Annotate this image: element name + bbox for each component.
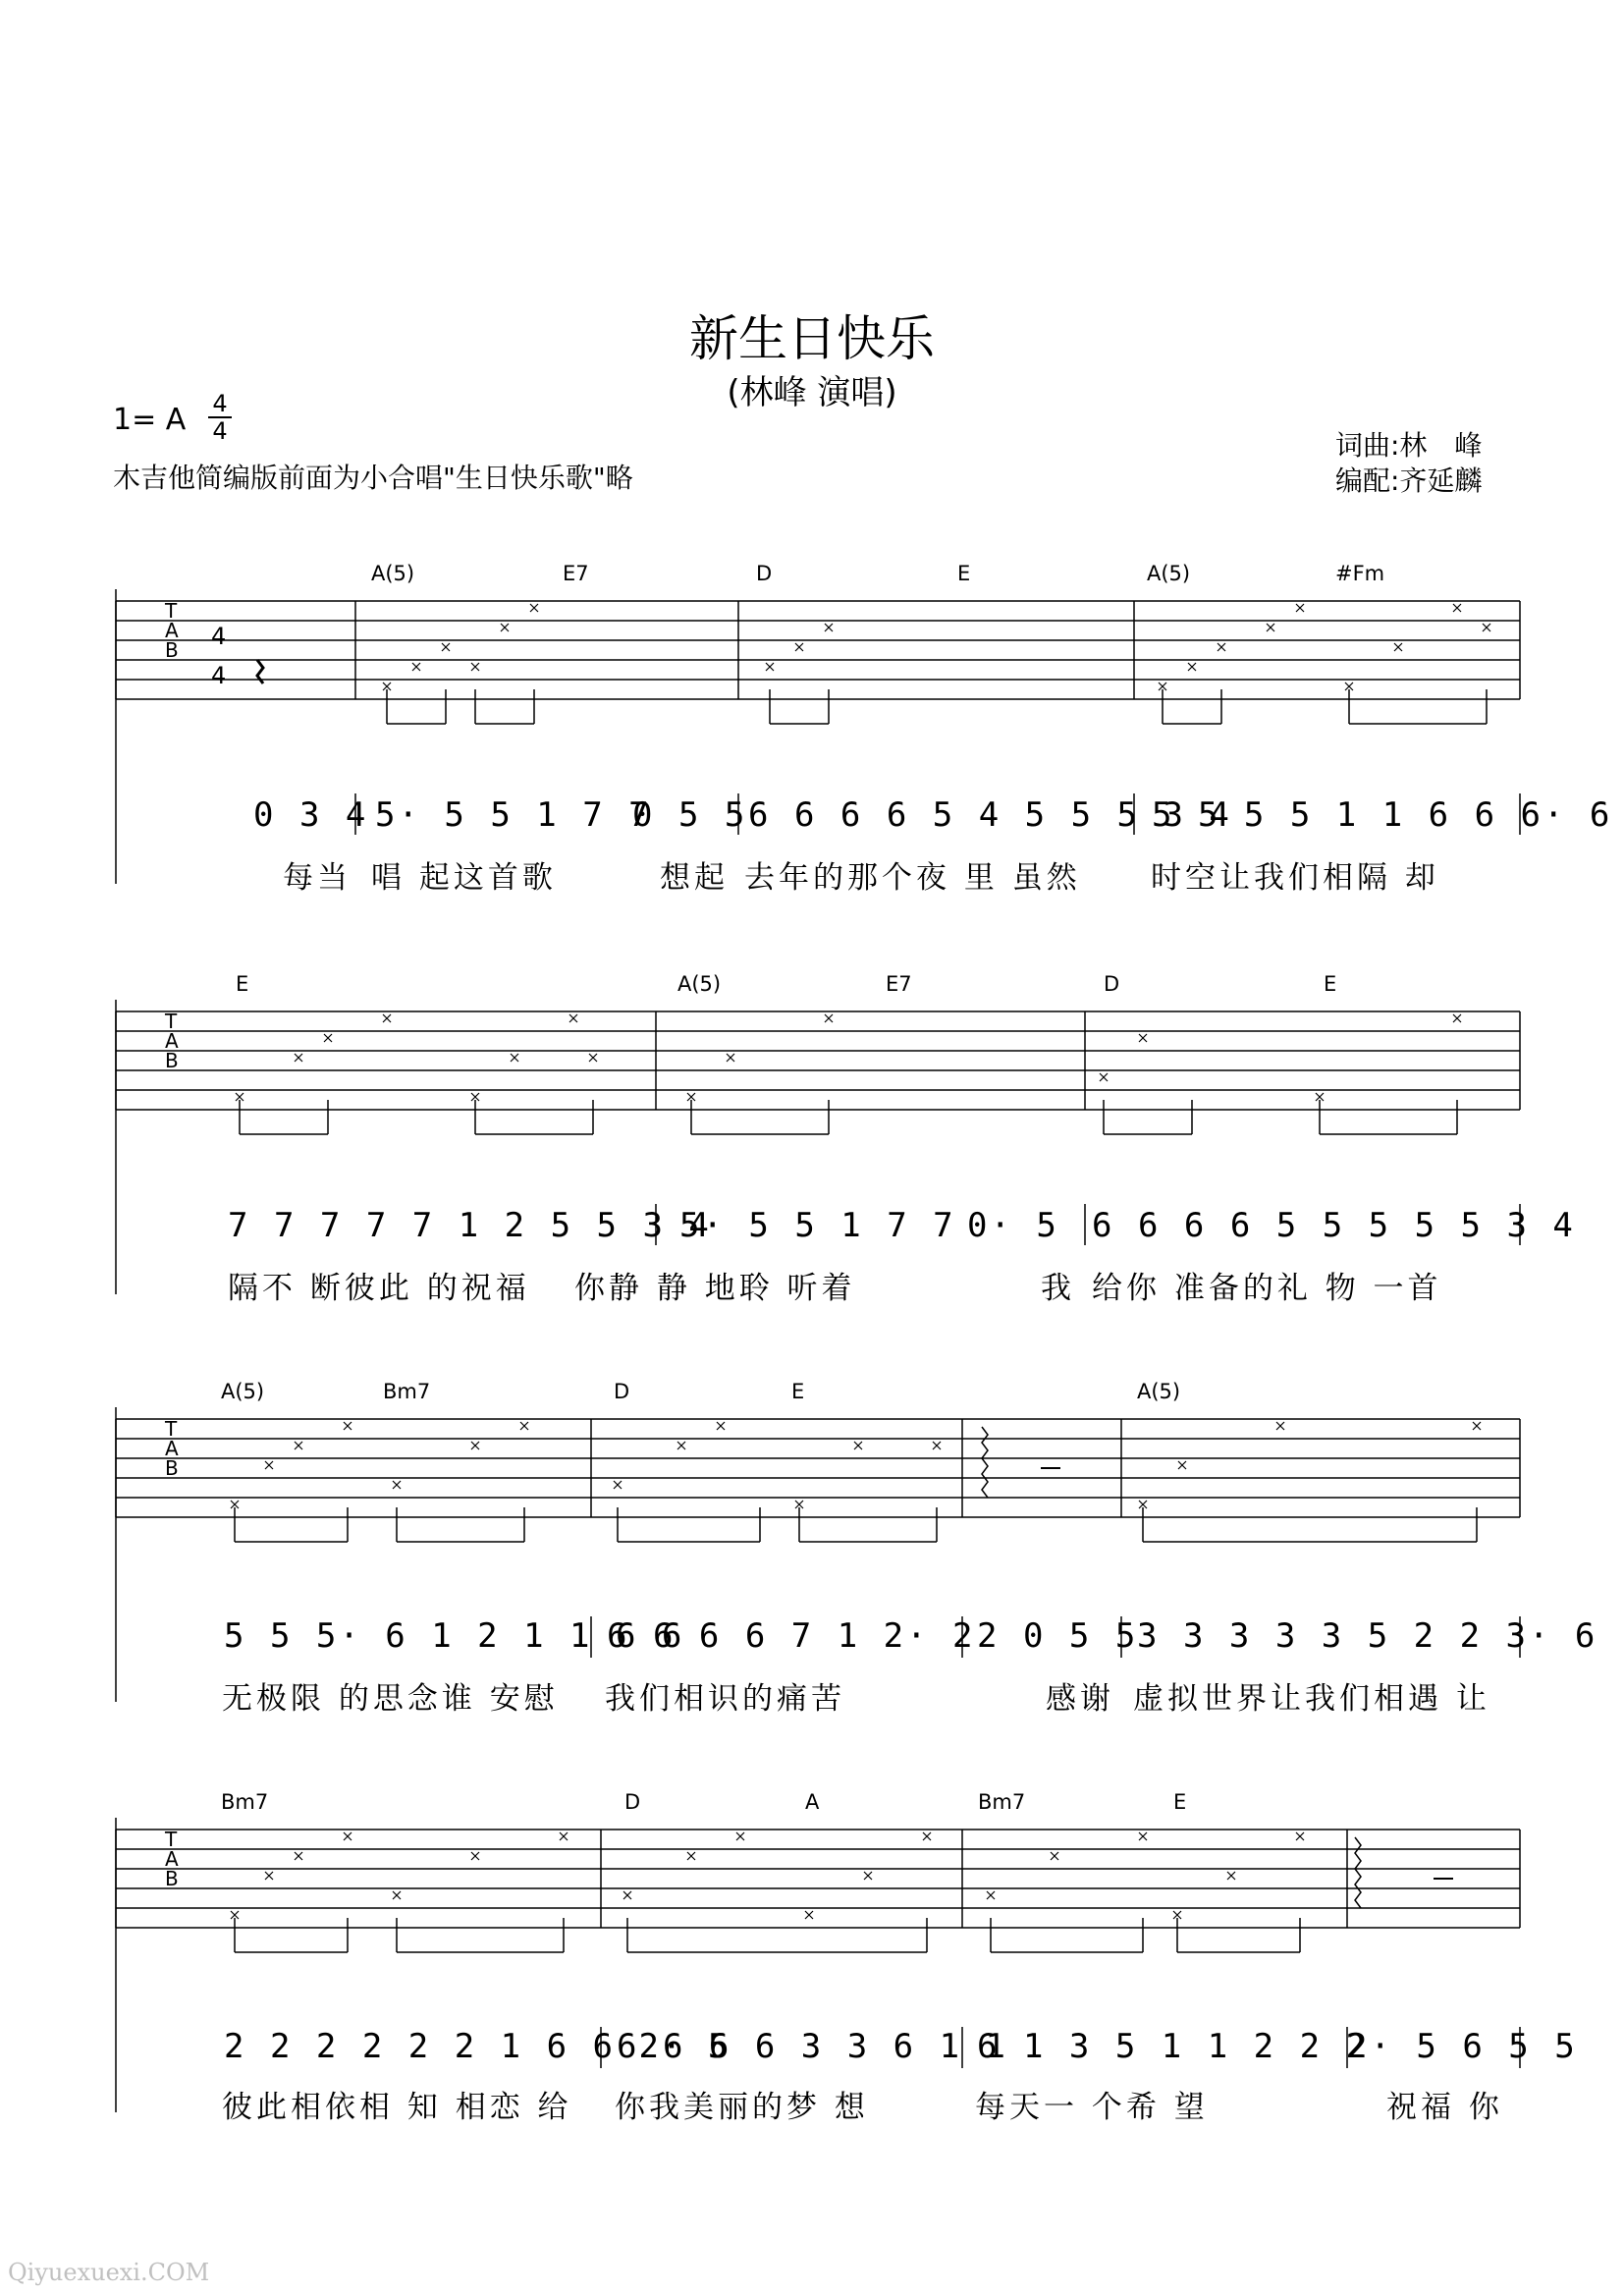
lyric-line: 无极限 的思念谁 安慰 [222, 1681, 559, 1717]
lyric-line: 我 [1041, 1271, 1075, 1306]
jianpu-measure: 2· 5 6 5 5 [1347, 2027, 1578, 2066]
tab-letter: B [165, 1456, 179, 1480]
chord-label: E [236, 972, 249, 996]
tab-letter: B [165, 1049, 179, 1072]
chord-label: E7 [886, 972, 912, 996]
jianpu-measure: 5 5 5· 6 1 2 1 1 6 6 [224, 1616, 685, 1656]
tab-letter: T [165, 1828, 178, 1851]
chord-label: #Fm [1335, 562, 1385, 585]
lyric-line: 去年的那个夜 里 虽然 [744, 860, 1081, 896]
lyric-line: 我们相识的痛苦 [605, 1681, 845, 1717]
watermark-footer: Qiyuexuexi.COM [8, 2259, 210, 2286]
tab-letter: B [165, 1867, 179, 1890]
lyric-line: 你静 静 地聆 听着 [574, 1271, 856, 1306]
jianpu-measure: 5· 5 5 1 7 7 [375, 795, 652, 835]
tab-letter: T [165, 1417, 178, 1441]
lyric-line: 你我美丽的梦 想 [615, 2090, 869, 2125]
jianpu-measure: 3 3 3 3 3 5 2 2 3· 6 [1137, 1616, 1598, 1656]
system-2-barlines [0, 1000, 1624, 1314]
chord-label: E [957, 562, 971, 585]
jianpu-measure: 6 1 3 5 1 1 2 2 2 [977, 2027, 1369, 2066]
chord-label: E [1173, 1790, 1187, 1814]
jianpu-measure: 6 6 6 6 7 1 2· 2 [607, 1616, 976, 1656]
time-signature-bottom: 4 [208, 416, 232, 444]
system-4-barlines [0, 1818, 1624, 2132]
chord-label: A [805, 1790, 820, 1814]
tab-time-bottom: 4 [211, 662, 227, 689]
lyric-line: 虚拟世界让我们相遇 让 [1133, 1681, 1490, 1717]
chord-label: Bm7 [978, 1790, 1026, 1814]
lyric-line: 隔不 断彼此 的祝福 [228, 1271, 530, 1306]
tab-letter: B [165, 638, 179, 662]
lyric-line: 祝福 你 [1386, 2090, 1503, 2125]
tab-letter: A [165, 1029, 179, 1053]
lyric-line: 给你 准备的礼 物 一首 [1092, 1271, 1442, 1306]
jianpu-measure: 0 5 5 [632, 795, 748, 835]
key-signature: 1= A [113, 403, 187, 437]
lyric-line: 每当 [283, 860, 352, 896]
jianpu-measure: 7 7 7 7 7 1 2 5 5 3 4 [228, 1206, 712, 1245]
chord-label: A(5) [1147, 562, 1191, 585]
chord-label: A(5) [677, 972, 722, 996]
chord-label: D [756, 562, 773, 585]
tab-letter: A [165, 1847, 179, 1871]
chord-label: A(5) [221, 1380, 265, 1403]
jianpu-measure: 6 6 6 6 5 5 5 5 5 3 4 [1092, 1206, 1576, 1245]
lyric-line: 每天一 个希 望 [975, 2090, 1209, 2125]
time-signature [208, 391, 232, 444]
jianpu-measure: 5· 5 5 1 7 7 [679, 1206, 956, 1245]
credit-arranger: 编配:齐延麟 [1335, 464, 1483, 497]
system-1-barlines [0, 589, 1624, 903]
chord-label: Bm7 [221, 1790, 269, 1814]
tab-letter: T [165, 1010, 178, 1033]
lyric-line: 想起 [660, 860, 729, 896]
chord-label: E [791, 1380, 805, 1403]
tab-letter: A [165, 619, 179, 642]
tab-time-top: 4 [211, 623, 227, 650]
chord-label: E [1324, 972, 1337, 996]
arrangement-note: 木吉他简编版前面为小合唱"生日快乐歌"略 [113, 462, 633, 494]
jianpu-measure: 6 6 6 6 3 3 6 1 1 [617, 2027, 1008, 2066]
lyric-line: 彼此相依相 知 相恋 给 [222, 2090, 572, 2125]
jianpu-measure: 5 5 5 5 1 1 6 6 6· 6 [1152, 795, 1613, 835]
system-3-barlines [0, 1407, 1624, 1721]
chord-label: A(5) [371, 562, 415, 585]
credit-lyrics-music: 词曲:林 峰 [1335, 429, 1483, 462]
tab-letter: T [165, 599, 178, 623]
lyric-line: 感谢 [1046, 1681, 1114, 1717]
jianpu-measure: 0· 5 [967, 1206, 1059, 1245]
song-title: 新生日快乐 [689, 310, 935, 367]
jianpu-measure: 2 2 2 2 2 2 1 6 6 2· 5 [224, 2027, 731, 2066]
lyric-line: 唱 起这首歌 [371, 860, 557, 896]
jianpu-measure: 0 3 4 [253, 795, 369, 835]
chord-label: A(5) [1137, 1380, 1181, 1403]
song-subtitle: (林峰 演唱) [727, 373, 897, 412]
chord-label: D [624, 1790, 641, 1814]
tab-letter: A [165, 1437, 179, 1460]
time-signature-top: 4 [212, 390, 228, 417]
chord-label: D [1104, 972, 1120, 996]
chord-label: Bm7 [383, 1380, 431, 1403]
lyric-line: 时空让我们相隔 却 [1151, 860, 1439, 896]
chord-label: E7 [563, 562, 589, 585]
jianpu-measure: 6 6 6 6 5 4 5 5 5 3 4 [748, 795, 1232, 835]
chord-label: D [614, 1380, 630, 1403]
jianpu-measure: 2 0 5 5 [977, 1616, 1139, 1656]
